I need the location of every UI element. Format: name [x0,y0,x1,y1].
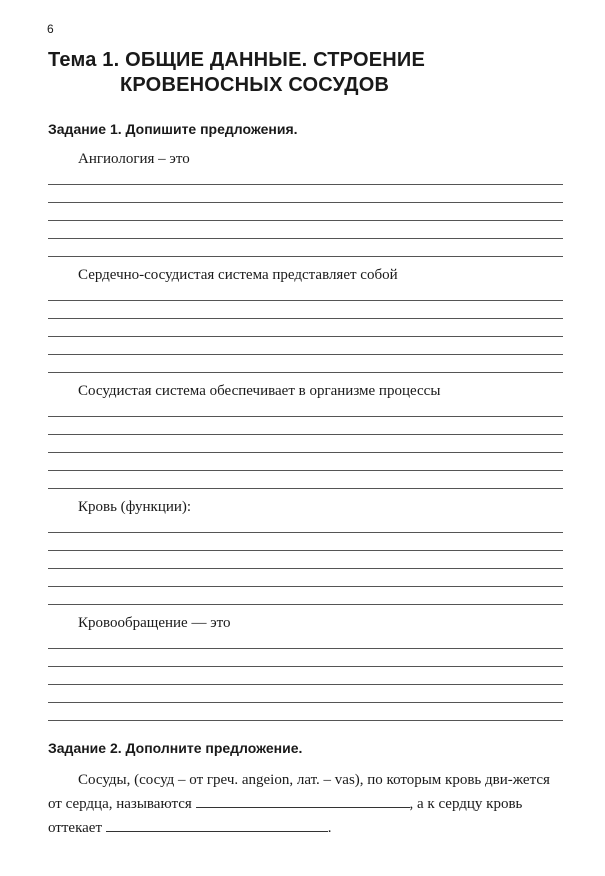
task1-heading: Задание 1. Допишите предложения. [48,121,298,137]
answer-line[interactable] [48,666,563,667]
answer-line[interactable] [48,586,563,587]
answer-line[interactable] [48,220,563,221]
answer-line[interactable] [48,184,563,185]
title-line-1: Тема 1. ОБЩИЕ ДАННЫЕ. СТРОЕНИЕ [48,49,426,71]
answer-line[interactable] [48,372,563,373]
title-line-2: КРОВЕНОСНЫХ СОСУДОВ [120,74,390,96]
answer-line[interactable] [48,532,563,533]
answer-line[interactable] [48,568,563,569]
prompt-angiology: Ангиология – это [78,151,190,167]
page-number: 6 [47,22,54,36]
answer-line[interactable] [48,470,563,471]
answer-line[interactable] [48,452,563,453]
answer-line[interactable] [48,550,563,551]
answer-line[interactable] [48,720,563,721]
blank-field-inflow[interactable] [106,817,328,832]
answer-line[interactable] [48,238,563,239]
prompt-cardiovascular: Сердечно-сосудистая система представляет собой [78,267,398,283]
answer-line[interactable] [48,702,563,703]
prompt-circulation: Кровообращение — это [78,615,231,631]
task2-text-part1: Сосуды, (сосуд – от греч. angeion, лат. – vas), по которым кровь дви-жется от сердца, называются [48,772,550,812]
answer-line[interactable] [48,354,563,355]
blank-field-outflow[interactable] [196,793,410,808]
task2-heading: Задание 2. Дополните предложение. [48,740,303,756]
answer-line[interactable] [48,684,563,685]
answer-line[interactable] [48,648,563,649]
answer-line[interactable] [48,604,563,605]
page-title [48,48,568,98]
answer-line[interactable] [48,434,563,435]
task2-text-part2: , а к сердцу кровь оттекает [48,796,523,836]
answer-line[interactable] [48,416,563,417]
answer-line[interactable] [48,318,563,319]
answer-line[interactable] [48,202,563,203]
answer-line[interactable] [48,488,563,489]
task2-text-part3: . [327,820,332,836]
task2-paragraph [48,768,566,840]
answer-line[interactable] [48,300,563,301]
prompt-blood-functions: Кровь (функции): [78,499,192,515]
answer-line[interactable] [48,336,563,337]
prompt-vascular-system: Сосудистая система обеспечивает в организме процессы [78,383,441,399]
answer-line[interactable] [48,256,563,257]
